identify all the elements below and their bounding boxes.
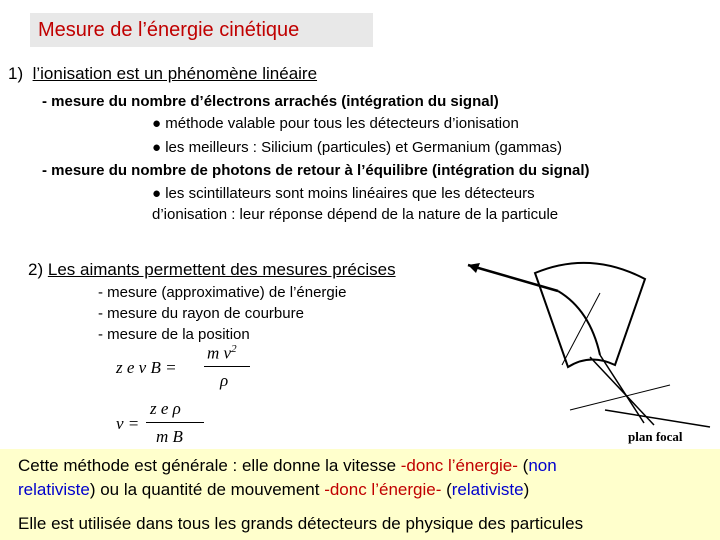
section2-number: 2) — [28, 260, 44, 279]
formula1-denominator: ρ — [220, 371, 229, 390]
section1-bullet2: ● les meilleurs : Silicium (particules) et Germanium (gammas) — [152, 139, 562, 156]
conclusion-energy-red: -donc l’énergie- — [400, 456, 518, 475]
section2-item3: - mesure de la position — [98, 326, 250, 343]
conclusion-relativiste-blue: relativiste — [451, 480, 524, 499]
magnet-diagram — [440, 255, 720, 450]
conclusion-line3: Elle est utilisée dans tous les grands détecteurs de physique des particules — [18, 514, 584, 533]
section1-heading — [8, 64, 317, 84]
magnet-shape — [535, 263, 645, 367]
conclusion-paren: ( — [441, 480, 452, 499]
section2-heading — [28, 260, 396, 280]
formula2-numerator: z e ρ — [150, 399, 181, 418]
section1-point1: - mesure du nombre d’électrons arrachés (intégration du signal) — [42, 93, 499, 110]
diagram-label: plan focal — [628, 429, 683, 444]
formula2-fraction-bar — [146, 422, 204, 423]
section1-bullet3-line2: d’ionisation : leur réponse dépend de la nature de la particule — [152, 206, 559, 223]
conclusion-non-blue: non — [528, 456, 557, 475]
section2-item2: - mesure du rayon de courbure — [98, 305, 304, 322]
formula1-fraction-bar — [204, 366, 250, 367]
conclusion-line1 — [18, 456, 557, 476]
section1-bullet3-line1: ● les scintillateurs sont moins linéaires que les détecteurs — [152, 185, 535, 202]
section1-title: l’ionisation est un phénomène linéaire — [32, 64, 318, 83]
formula1-num-text: m v — [207, 343, 232, 363]
formula1-numerator — [207, 343, 237, 364]
section1-number: 1) — [8, 64, 24, 83]
conclusion-text: ) ou la quantité de mouvement — [89, 480, 325, 499]
formula2-denominator: m B — [156, 427, 183, 446]
section1-bullet1: ● méthode valable pour tous les détecteurs d’ionisation — [152, 115, 519, 132]
formula2-lhs: v = — [116, 414, 140, 433]
formula1-lhs: z e v B = — [116, 358, 177, 377]
page-title: Mesure de l’énergie cinétique — [38, 19, 300, 41]
section2-item1: - mesure (approximative) de l’énergie — [98, 284, 347, 301]
conclusion-relativiste-blue: relativiste — [18, 480, 90, 499]
conclusion-energy-red: -donc l’énergie- — [324, 480, 442, 499]
section1-point2: - mesure du nombre de photons de retour à l’équilibre (intégration du signal) — [42, 162, 590, 179]
conclusion-text: Cette méthode est générale : elle donne la vitesse — [18, 456, 401, 475]
focal-plane-line — [605, 410, 710, 427]
formula1-exponent: 2 — [231, 343, 237, 355]
conclusion-line2 — [18, 480, 529, 500]
conclusion-paren: ( — [517, 456, 529, 475]
conclusion-paren: ) — [523, 480, 530, 499]
section2-title: Les aimants permettent des mesures précises — [47, 260, 396, 279]
